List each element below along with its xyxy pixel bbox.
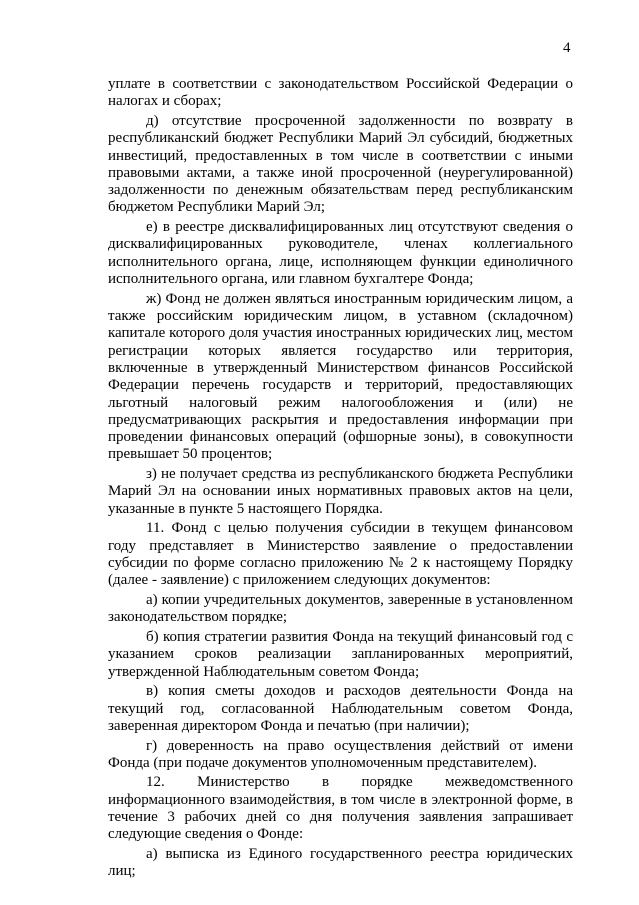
paragraph-zh-foreign-entity: ж) Фонд не должен являться иностранным юридическим лицом, а также российским юридическим лицом, в уставном (складочном) капитале которого доля участия иностранных юридических лиц, местом регистрации которых является государство или территория, включенные в утвержденный Министерством финансов Российской Федерации перечень государств и территорий, предоставляющих льготный налоговый режим налогообложения и (или) не предусматривающих раскрытия и предоставления информации при проведении финансовых операций (офшорные зоны), в совокупности превышает 50 процентов; — [108, 290, 573, 463]
paragraph-d-no-overdue-debt: д) отсутствие просроченной задолженности по возврату в республиканский бюджет Республики Марий Эл субсидий, бюджетных инвестиций, предоставленных в том числе в соответствии с иными правовыми актами, а также иной просроченной (неурегулированной) задолженности по денежным обязательствам перед республиканским бюджетом Республики Марий Эл; — [108, 112, 573, 216]
paragraph-b-strategy-copy: б) копия стратегии развития Фонда на текущий финансовый год с указанием сроков реализации запланированных мероприятий, утвержденной Наблюдательным советом Фонда; — [108, 628, 573, 680]
paragraph-g-power-of-attorney: г) доверенность на право осуществления действий от имени Фонда (при подаче документов уполномоченным представителем). — [108, 737, 573, 771]
page-number: 4 — [563, 40, 571, 56]
paragraph-z-other-funds: з) не получает средства из республиканского бюджета Республики Марий Эл на основании иных нормативных правовых актов на цели, указанные в пункте 5 настоящего Порядка. — [108, 466, 573, 517]
paragraph-a-founding-documents: а) копии учредительных документов, заверенные в установленном законодательством порядке; — [108, 591, 573, 626]
paragraph-v-estimate-copy: в) копия сметы доходов и расходов деятельности Фонда на текущий год, согласованной Наблюдательным советом Фонда, заверенная директором Фонда и печатью (при наличии); — [108, 683, 573, 734]
paragraph-a-registry-extract: а) выписка из Единого государственного реестра юридических лиц; — [108, 846, 573, 880]
paragraph-11-application: 11. Фонд с целью получения субсидии в текущем финансовом году представляет в Министерство заявление о предоставлении субсидии по форме согласно приложению № 2 к настоящему Порядку (далее - заявление) с приложением следующих документов: — [108, 520, 573, 589]
paragraph-e-disqualified-persons: е) в реестре дисквалифицированных лиц отсутствуют сведения о дисквалифицированных руководителе, членах коллегиального исполнительного органа, лице, исполняющем функции единоличного исполнительного органа, или главном бухгалтере Фонда; — [108, 219, 573, 288]
document-body — [108, 76, 573, 883]
paragraph-taxes-continuation: уплате в соответствии с законодательством Российской Федерации о налогах и сборах; — [108, 76, 573, 110]
paragraph-12-interagency-request: 12. Министерство в порядке межведомственного информационного взаимодействия, в том числе в электронной форме, в течение 3 рабочих дней со дня получения заявления запрашивает следующие сведения о Фонде: — [108, 774, 573, 843]
